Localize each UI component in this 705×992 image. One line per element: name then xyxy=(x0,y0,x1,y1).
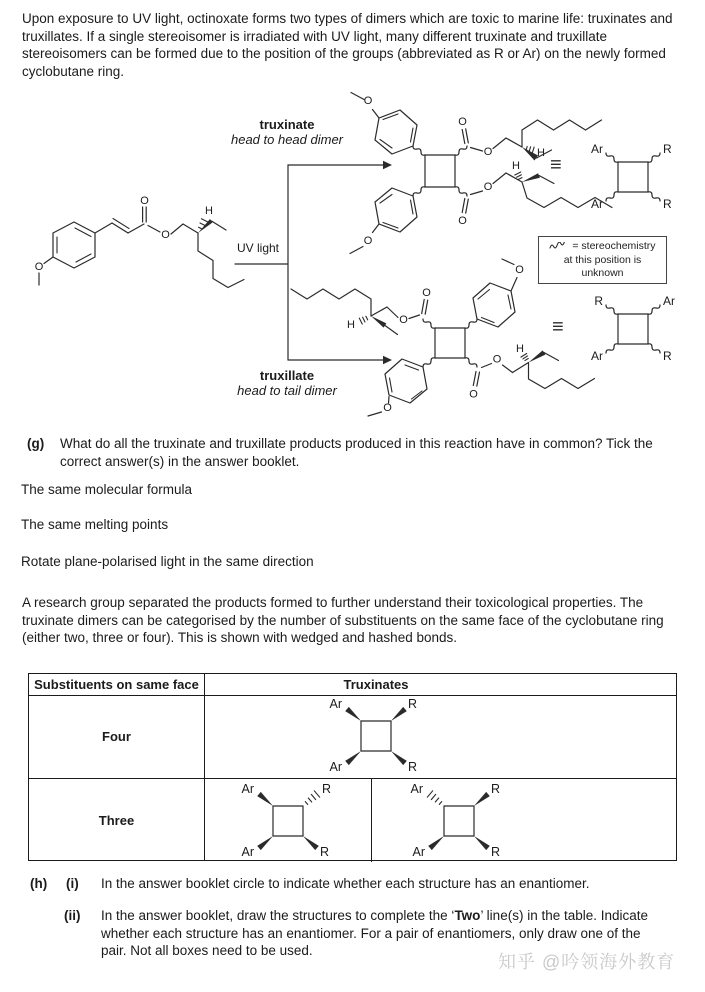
table-divider xyxy=(204,674,205,860)
atom-label-h: H xyxy=(205,205,213,217)
substituent-label-r: R xyxy=(408,697,418,711)
question-h-part-i-number: (i) xyxy=(66,876,79,891)
substituent-label-ar: Ar xyxy=(591,142,603,156)
substituent-label-ar: Ar xyxy=(410,782,423,796)
atom-label-o: O xyxy=(363,235,373,247)
substituent-label-r: R xyxy=(594,294,603,308)
atom-label-o: O xyxy=(422,287,431,299)
substituent-label-ar: Ar xyxy=(663,294,675,308)
substituent-label-ar: Ar xyxy=(412,845,425,859)
row-label-four: Four xyxy=(102,729,131,744)
octinoxate-structure xyxy=(15,186,290,321)
truxillate-name: truxillate xyxy=(259,368,315,383)
equivalence-symbol-2: ≡ xyxy=(552,316,564,338)
substituent-label-ar: Ar xyxy=(591,349,603,363)
substituent-label-ar: Ar xyxy=(329,760,342,774)
substituent-label-r: R xyxy=(320,845,330,859)
uv-light-label: UV light xyxy=(237,241,280,255)
table-divider xyxy=(371,778,372,862)
atom-label-o: O xyxy=(140,195,149,207)
truxillate-dimer-type: head to tail dimer xyxy=(237,383,337,398)
legend-line-1: = stereochemistry xyxy=(572,240,656,252)
substituent-label-ar: Ar xyxy=(329,697,342,711)
legend-line-2: at this position is xyxy=(563,253,642,266)
substituent-label-r: R xyxy=(408,760,418,774)
atom-label-o: O xyxy=(161,229,170,241)
table-header-truxinates: Truxinates xyxy=(343,677,409,692)
part-ii-text-bold: Two xyxy=(454,908,481,923)
squiggle-bond-icon xyxy=(549,242,569,250)
atom-label-h: H xyxy=(347,319,355,331)
question-h-number: (h) xyxy=(30,876,48,891)
substituent-label-r: R xyxy=(491,782,501,796)
atom-label-o: O xyxy=(492,353,502,366)
atom-label-o: O xyxy=(458,116,467,128)
question-h-part-ii-number: (ii) xyxy=(64,908,81,923)
intro-paragraph: Upon exposure to UV light, octinoxate forms two types of dimers which are toxic to marine life: truxinates and truxillates. If a single stereoisomer is irradiated with UV light, many different truxinate and truxillate stereoisomers can be formed due to the position of the groups (abbreviated as R or Ar) on the newly formed cyclobutane ring. xyxy=(22,11,673,79)
atom-label-h: H xyxy=(512,160,520,172)
substituent-label-r: R xyxy=(663,142,672,156)
question-g-text: What do all the truxinate and truxillate products produced in this reaction have in common? Tick the correct answer(s) in the answer booklet. xyxy=(60,436,653,469)
substituent-label-ar: Ar xyxy=(241,782,254,796)
truxillate-schematic xyxy=(578,290,688,368)
table-header-substituents: Substituents on same face xyxy=(34,677,199,692)
substituent-label-r: R xyxy=(322,782,332,796)
substituent-label-r: R xyxy=(663,349,672,363)
structure-four-substituents xyxy=(306,694,446,778)
structure-three-substituents-a xyxy=(218,779,358,863)
atom-label-o: O xyxy=(363,95,373,107)
answer-option-3: Rotate plane-polarised light in the same direction xyxy=(21,554,314,569)
atom-label-o: O xyxy=(34,261,44,273)
research-paragraph: A research group separated the products formed to further understand their toxicological properties. The truxinate dimers can be categorised by the number of substituents on the same face of the cyclobutane ring (either two, three or four). This is shown with wedged and hashed bonds. xyxy=(22,595,664,645)
truxinate-dimer-type: head to head dimer xyxy=(230,132,344,147)
truxillate-product-structure xyxy=(283,258,615,428)
atom-label-h: H xyxy=(537,147,545,159)
atom-label-o: O xyxy=(399,314,408,326)
atom-label-h: H xyxy=(516,343,524,355)
truxinates-table xyxy=(28,673,677,861)
structure-three-substituents-b xyxy=(389,779,529,863)
watermark: 知乎 @吟领海外教育 xyxy=(498,952,676,972)
legend-line-3: unknown xyxy=(581,267,624,279)
atom-label-o: O xyxy=(469,388,478,401)
substituent-label-r: R xyxy=(491,845,501,859)
substituent-label-r: R xyxy=(663,197,672,211)
atom-label-o: O xyxy=(483,181,493,193)
atom-label-o: O xyxy=(483,146,493,158)
substituent-label-ar: Ar xyxy=(241,845,254,859)
question-h-part-i-text: In the answer booklet circle to indicate whether each structure has an enantiomer. xyxy=(101,876,590,891)
reaction-scheme xyxy=(0,84,705,429)
truxinate-name: truxinate xyxy=(259,117,315,132)
atom-label-o: O xyxy=(458,215,467,227)
atom-label-o: O xyxy=(383,402,392,414)
part-ii-text-post: ’ line(s) in the table. Indicate whether each structure has an enantiomer. For a pair of enantiomers, only draw one of the pair. Not all boxes need to be used. xyxy=(101,908,649,958)
substituent-label-ar: Ar xyxy=(591,197,603,211)
truxinate-schematic xyxy=(578,138,688,216)
atom-label-o: O xyxy=(515,264,524,276)
answer-option-1: The same molecular formula xyxy=(21,482,193,497)
question-g-number: (g) xyxy=(27,436,45,451)
answer-option-2: The same melting points xyxy=(21,517,169,532)
row-label-three: Three xyxy=(98,813,135,828)
part-ii-text-pre: In the answer booklet, draw the structures to complete the ‘ xyxy=(101,908,455,923)
equivalence-symbol-1: ≡ xyxy=(550,154,562,176)
